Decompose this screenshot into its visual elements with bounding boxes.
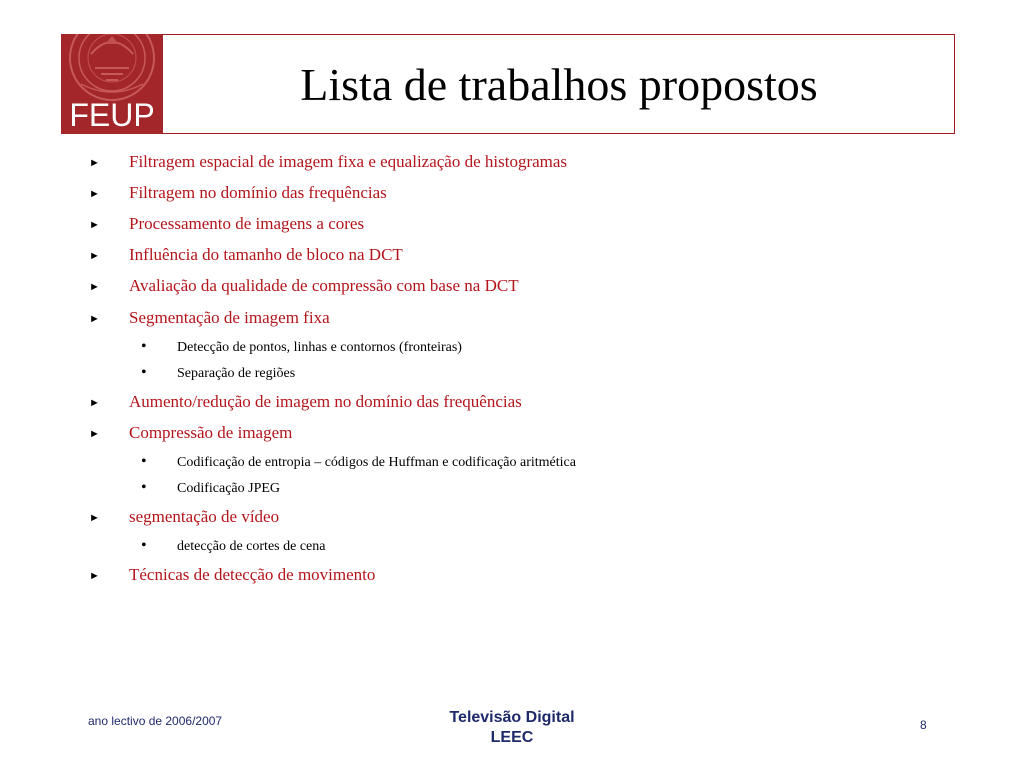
footer-course-title: [412, 708, 612, 748]
arrow-bullet-icon: ►: [89, 397, 100, 409]
dot-bullet-icon: •: [141, 364, 147, 381]
arrow-bullet-icon: ►: [89, 428, 100, 440]
logo-text: FEUP: [69, 97, 155, 133]
slide-title: Lista de trabalhos propostos: [300, 58, 818, 110]
arrow-bullet-icon: ►: [89, 157, 100, 169]
list-item-label: Influência do tamanho de bloco na DCT: [129, 245, 403, 264]
list-item-label: Filtragem espacial de imagem fixa e equalização de histogramas: [129, 152, 568, 171]
page-number: 8: [920, 718, 927, 732]
arrow-bullet-icon: ►: [89, 512, 100, 524]
list-item-label: Aumento/redução de imagem no domínio das frequências: [129, 392, 522, 411]
list-item-label: Avaliação da qualidade de compressão com base na DCT: [129, 276, 519, 295]
list-item-label: Técnicas de detecção de movimento: [129, 565, 376, 584]
arrow-bullet-icon: ►: [89, 281, 100, 293]
list-item-label: Segmentação de imagem fixa: [129, 308, 330, 327]
list-item-label: Codificação JPEG: [177, 481, 281, 496]
arrow-bullet-icon: ►: [89, 188, 100, 200]
list-item-label: Codificação de entropia – códigos de Huffman e codificação aritmética: [177, 455, 576, 470]
dot-bullet-icon: •: [141, 537, 147, 554]
dot-bullet-icon: •: [141, 479, 147, 496]
list-item-label: Detecção de pontos, linhas e contornos (fronteiras): [177, 340, 462, 355]
list-item-label: detecção de cortes de cena: [177, 539, 326, 554]
list-item-label: Filtragem no domínio das frequências: [129, 183, 387, 202]
footer-course-program: LEEC: [490, 729, 534, 746]
arrow-bullet-icon: ►: [89, 313, 100, 325]
list-item-label: segmentação de vídeo: [129, 507, 280, 526]
arrow-bullet-icon: ►: [89, 219, 100, 231]
arrow-bullet-icon: ►: [89, 570, 100, 582]
list-item-label: Separação de regiões: [177, 366, 296, 381]
arrow-bullet-icon: ►: [89, 250, 100, 262]
dot-bullet-icon: •: [141, 453, 147, 470]
dot-bullet-icon: •: [141, 338, 147, 355]
footer-course-name: Televisão Digital: [449, 709, 575, 726]
list-item-label: Compressão de imagem: [129, 423, 293, 442]
footer-academic-year: ano lectivo de 2006/2007: [88, 714, 223, 728]
list-item-label: Processamento de imagens a cores: [129, 214, 365, 233]
